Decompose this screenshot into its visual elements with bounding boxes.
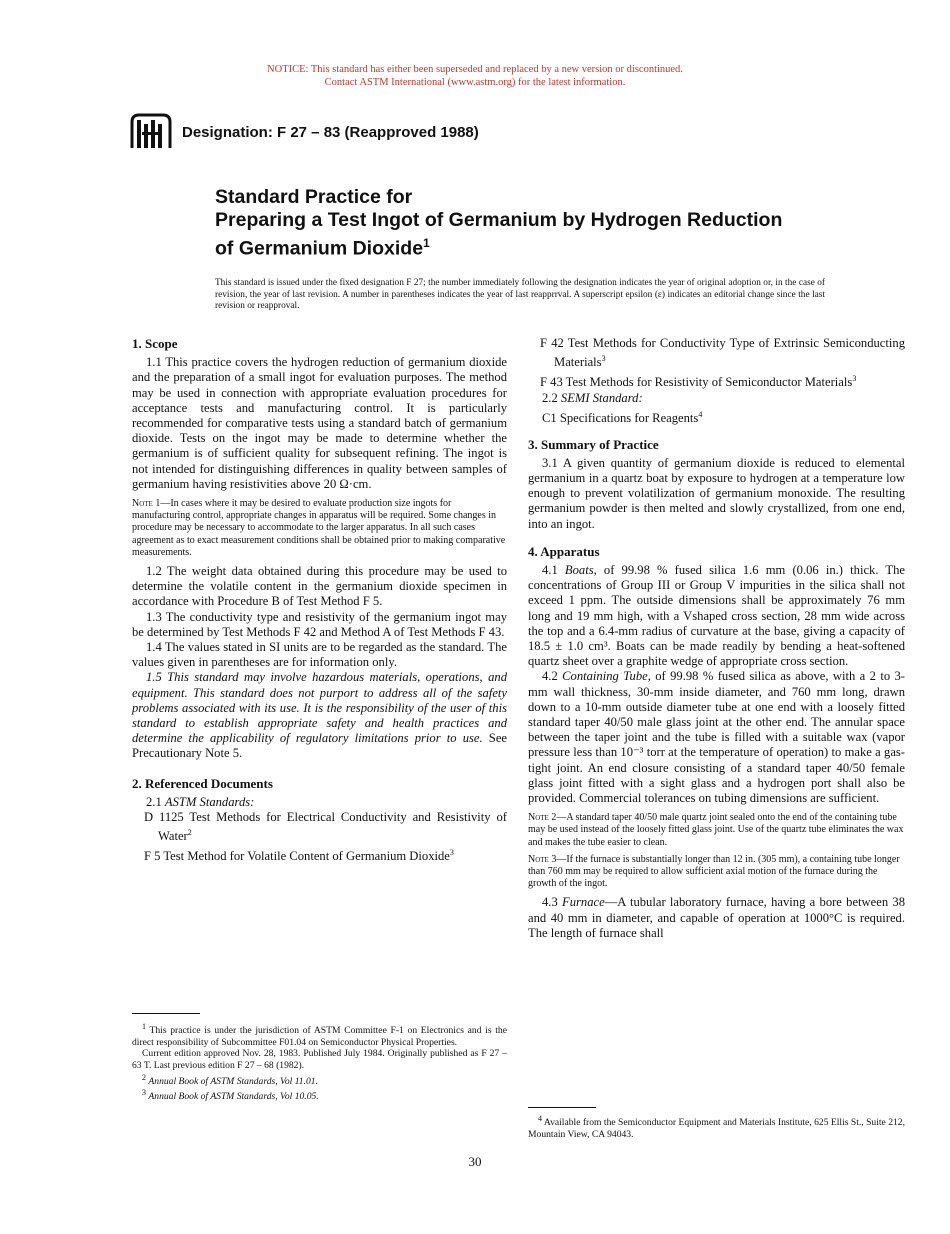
para-3-1: 3.1 A given quantity of germanium dioxide is reduced to elemental germanium in a quartz boat by exposure to hydrogen at a temperature low enough to prevent volatilization of germanium monoxide. The resulting germanium powder is then melted and slowly crystallized, from one end, into an ingot.: [528, 455, 905, 531]
ref-f42: [528, 336, 905, 371]
para-4-3-num: 4.3: [542, 895, 558, 910]
title-line-3: of Germanium Dioxide: [215, 237, 424, 260]
para-2-2-num: 2.2: [542, 390, 558, 405]
para-4-2-num: 4.2: [542, 669, 558, 684]
ref-f43-sup: 3: [852, 373, 857, 383]
para-4-3-term: Furnace: [562, 895, 605, 910]
title-line-2: Preparing a Test Ingot of Germanium by Hydrogen Reduction: [215, 209, 783, 231]
ref-c1-sup: 4: [698, 410, 703, 420]
ref-d1125: [132, 810, 507, 845]
note-3-text: —If the furnace is substantially longer than 12 in. (305 mm), a containing tube longer than 760 mm may be required to allow sufficient axial motion of the furnace during the growth of the ingot.: [528, 853, 900, 890]
para-1-5-italic: 1.5 This standard may involve hazardous materials, operations, and equipment. This standard does not purport to address all of the safety problems associated with its use. It is the responsibility of the user of this standard to establish appropriate safety and health practices and determine the applicability of regulatory limitations prior to use.: [132, 670, 507, 746]
designation-header: [128, 112, 479, 152]
footnote-3-text: Annual Book of ASTM Standards, Vol 10.05.: [148, 1091, 319, 1103]
para-4-3-text: —A tubular laboratory furnace, having a bore between 38 and 40 mm in diameter, and capable of operation at 1000°C is required. The length of furnace shall: [528, 895, 905, 940]
footnote-3-mark: 3: [142, 1088, 146, 1098]
para-4-2: [528, 669, 905, 806]
footnotes-right: [528, 1113, 905, 1140]
note-3: [528, 854, 905, 891]
ref-d1125-text: D 1125 Test Methods for Electrical Conductivity and Resistivity of Water: [144, 810, 507, 844]
page-number: 30: [468, 1154, 482, 1169]
document-title: [215, 186, 855, 261]
para-2-2-title: SEMI Standard:: [560, 390, 643, 405]
footnote-rule-right: [528, 1107, 596, 1108]
para-4-2-term: Containing Tube,: [562, 669, 651, 684]
para-1-1: 1.1 This practice covers the hydrogen reduction of germanium dioxide and the preparation of a small ingot for evaluation purposes. The method may be used in connection with appropriate evaluation procedures for acceptance tests and manufacturing control. It is particularly recommended for comparative tests using a standard batch of germanium dioxide. Tests on the ingot may be made to determine whether the germanium is of sufficient quality for subsequent refining. The ingot is not intended for distinguishing differences in quality between samples of germanium having resistivities above 20 Ω·cm.: [132, 355, 507, 491]
para-1-3: 1.3 The conductivity type and resistivity of the germanium ingot may be determined by Test Methods F 42 and Method A of Test Methods F 43.: [132, 609, 507, 639]
section-scope-heading: 1. Scope: [132, 336, 178, 351]
para-4-1-term: Boats,: [564, 563, 597, 577]
ref-f5-text: F 5 Test Method for Volatile Content of Germanium Dioxide: [144, 848, 450, 863]
para-4-1-num: 4.1: [542, 563, 558, 577]
para-4-3: [528, 895, 905, 941]
designation-text: Designation: F 27 – 83 (Reapproved 1988): [182, 123, 479, 141]
ref-c1: [542, 407, 905, 426]
para-1-4: 1.4 The values stated in SI units are to be regarded as the standard. The values given in parentheses are for information only.: [132, 640, 507, 670]
ref-f5: [132, 845, 507, 864]
notice-line-2: Contact ASTM International (www.astm.org) for the latest information.: [324, 77, 626, 88]
note-1: [132, 498, 507, 559]
footnote-2: [132, 1072, 507, 1088]
footnote-2-mark: 2: [142, 1072, 146, 1082]
title-footnote-mark: 1: [423, 236, 430, 250]
footnote-1b: Current edition approved Nov. 28, 1983. Published July 1984. Originally published as F 27 – 63 T. Last previous edition F 27 – 68 (1982).: [132, 1048, 507, 1071]
ref-f43-text: F 43 Test Methods for Resistivity of Semiconductor Materials: [540, 374, 853, 389]
ref-f42-text: F 42 Test Methods for Conductivity Type of Extrinsic Semiconducting Materials: [540, 336, 905, 370]
note-2-label: Note 2: [528, 812, 557, 824]
para-4-1: [528, 563, 905, 669]
note-1-text: —In cases where it may be desired to evaluate production size ingots for manufacturing control, appropriate changes in apparatus will be required. Some changes in procedure may be necessary to accommodate to the larger apparatus. In all such cases agreement as to exact measurement conditions shall be obtained prior to making comparative measurements.: [132, 498, 506, 558]
footnote-4: [528, 1113, 905, 1140]
footnote-rule-left: [132, 1013, 200, 1014]
footnote-1-text: This practice is under the jurisdiction of ASTM Committee F-1 on Electronics and is the direct responsibility of Subcommittee F01.04 on Semiconductor Physical Properties.: [132, 1025, 507, 1048]
ref-c1-text: C1 Specifications for Reagents: [542, 411, 699, 426]
ref-f42-sup: 3: [601, 354, 606, 364]
section-apparatus-heading: 4. Apparatus: [528, 543, 600, 559]
footnote-3: [132, 1087, 507, 1103]
section-refs-heading: 2. Referenced Documents: [132, 775, 273, 791]
para-1-5: [132, 670, 507, 761]
ref-f5-sup: 3: [449, 847, 454, 857]
astm-logo-icon: [128, 112, 174, 152]
title-line-1: Standard Practice for: [215, 186, 413, 208]
footnote-1: [132, 1021, 507, 1048]
para-1-5-tail: See Precautionary Note 5.: [132, 731, 507, 761]
section-summary-heading: 3. Summary of Practice: [528, 436, 659, 452]
footnote-4-mark: 4: [538, 1114, 542, 1123]
para-2-1-title: ASTM Standards:: [164, 794, 255, 809]
right-column: [528, 336, 905, 941]
footnote-1-mark: 1: [142, 1022, 146, 1031]
left-column: [132, 336, 507, 864]
para-4-1-text: of 99.98 % fused silica 1.6 mm (0.06 in.) thick. The concentrations of Group III or Group V impurities in the silica shall not exceed 1 ppm. The outside dimensions shall be approximately 76 mm long and 19 mm high, with a Vshaped cross section, 28 mm wide across the top and a 6.4-mm radius of curvature at the base, giving a capacity of 18.5 ± 1.0 cm³. Boats can be made readily by bending a heat-softened quartz sheet over a graphite wedge of appropriate cross section.: [528, 563, 905, 669]
para-2-1: [146, 795, 507, 810]
footnote-4-text: Available from the Semiconductor Equipment and Materials Institute, 625 Ellis St., Suite 212, Mountain View, CA 94043.: [528, 1117, 905, 1140]
para-1-2: 1.2 The weight data obtained during this procedure may be used to determine the volatile content in the germanium dioxide specimen in accordance with Procedure B of Test Method F 5.: [132, 564, 507, 609]
note-2: [528, 812, 905, 849]
para-2-1-num: 2.1: [146, 794, 162, 809]
issue-note: This standard is issued under the fixed designation F 27; the number immediately following the designation indicates the year of original adoption or, in the case of revision, the year of last revision. A number in parentheses indicates the year of last reapprrval. A superscript epsilon (ε) indicates an editorial change since the last revision or reapproval.: [215, 278, 825, 311]
ref-d1125-sup: 2: [187, 828, 192, 838]
note-2-text: —A standard taper 40/50 male quartz joint sealed onto the end of the containing tube may be used instead of the loosely fitted glass joint. Use of the quartz tube eliminates the wax and makes the tube easier to clean.: [528, 812, 904, 848]
para-2-2: [542, 391, 905, 406]
ref-f43: [528, 371, 905, 390]
supersede-notice: [0, 63, 950, 89]
notice-line-1: NOTICE: This standard has either been superseded and replaced by a new version or discontinued.: [267, 64, 683, 75]
note-1-label: Note 1: [132, 498, 161, 510]
footnote-2-text: Annual Book of ASTM Standards, Vol 11.01.: [148, 1075, 318, 1087]
note-3-label: Note 3: [528, 853, 557, 865]
footnotes-left: [132, 1021, 507, 1103]
para-4-2-text: of 99.98 % fused silica as above, with a 2 to 3-mm wall thickness, 30-mm inside diameter, and 760 mm long, drawn down to a 10-mm outside diameter tube at one end with a loosely fitted standard taper 40/50 male glass joint at the other end. The annular space between the taper joint and the tube is filled with a suitable wax (vapor pressure less than 10⁻³ torr at the temperature of operation) to make a gas-tight joint. An end closure consisting of a standard taper 40/50 female glass joint fitted with a sight glass and a hydrogen port shall also be provided. Commercial tolerances on tubing dimensions are sufficient.: [528, 669, 905, 806]
